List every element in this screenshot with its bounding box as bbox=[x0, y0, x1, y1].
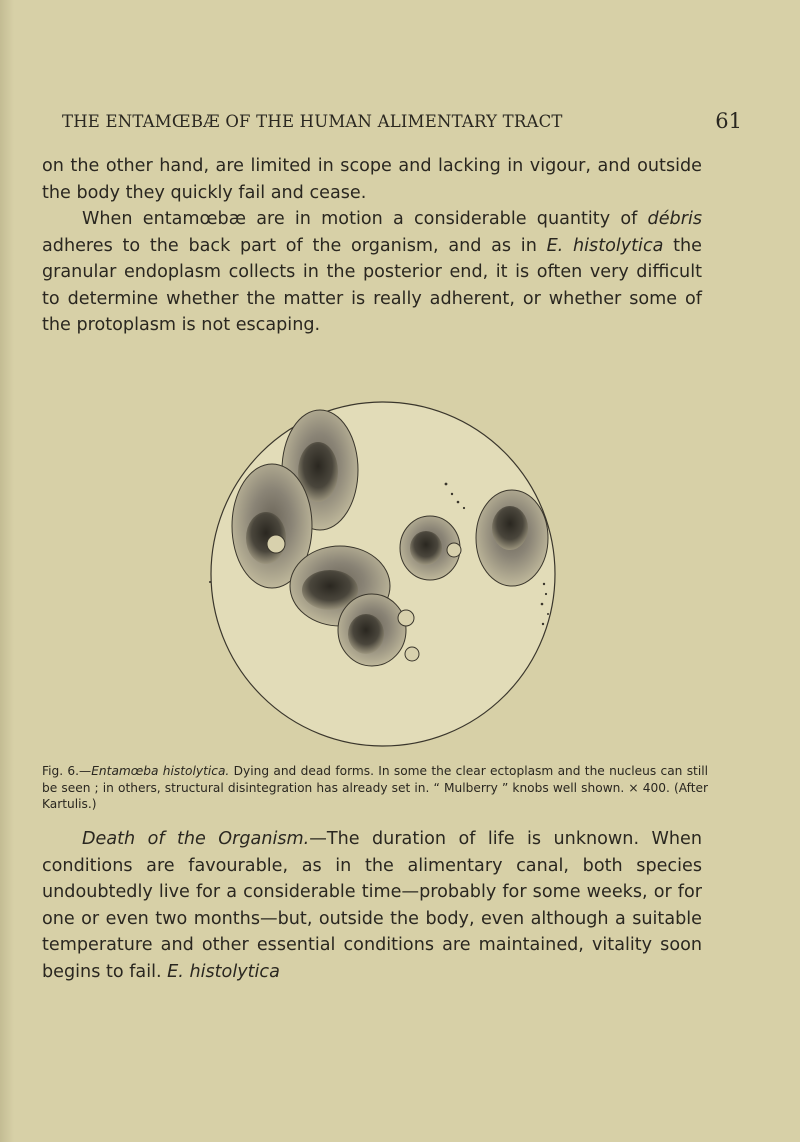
figure-microscope-field bbox=[200, 398, 568, 750]
page-number: 61 bbox=[715, 109, 742, 133]
figure-caption bbox=[42, 763, 708, 813]
running-head-title: THE ENTAMŒBÆ OF THE HUMAN ALIMENTARY TRACT bbox=[62, 112, 563, 131]
paragraph-top bbox=[42, 153, 702, 339]
species-name: E. histolytica bbox=[546, 235, 664, 256]
caption-text: Dying and dead forms. In some the clear ectoplasm and the nucleus can still be seen ; in others, structural disintegration has already set in. “ Mulberry ” knobs well shown. × 400. (After Kartulis.) bbox=[42, 764, 708, 811]
caption-species: Entamœba histolytica. bbox=[91, 764, 230, 778]
paragraph-debris: When entamœbæ are in motion a considerable quantity of débris adheres to the back part of the organism, and as in E. histolytica the granular endoplasm collects in the posterior end, it is often very difficult to determine whether the matter is really adherent, or whether some of the protoplasm is not escaping. bbox=[42, 209, 702, 335]
trailing-species-name: E. histolytica bbox=[167, 961, 280, 982]
running-head bbox=[62, 109, 742, 142]
amoeba-center bbox=[400, 516, 461, 580]
debris-term: débris bbox=[647, 209, 702, 229]
paragraph-bottom bbox=[42, 826, 702, 985]
section-heading: Death of the Organism. bbox=[82, 829, 310, 849]
paragraph-death: Death of the Organism.—The duration of life is unknown. When conditions are favourable, as in the alimentary canal, both species undoubtedly live for a considerable time—probably for some weeks, or for one or even two months—but, outside the body, even although a suitable temperature and other essential conditions are maintained, vitality soon begins to fail. E. histolytica bbox=[42, 829, 702, 982]
amoeba-right bbox=[476, 490, 548, 586]
page-edge-shadow bbox=[0, 0, 14, 1142]
caption-label: Fig. 6.— bbox=[42, 764, 92, 778]
paragraph-continuation: on the other hand, are limited in scope and lacking in vigour, and outside the body they quickly fail and cease. bbox=[42, 156, 702, 203]
